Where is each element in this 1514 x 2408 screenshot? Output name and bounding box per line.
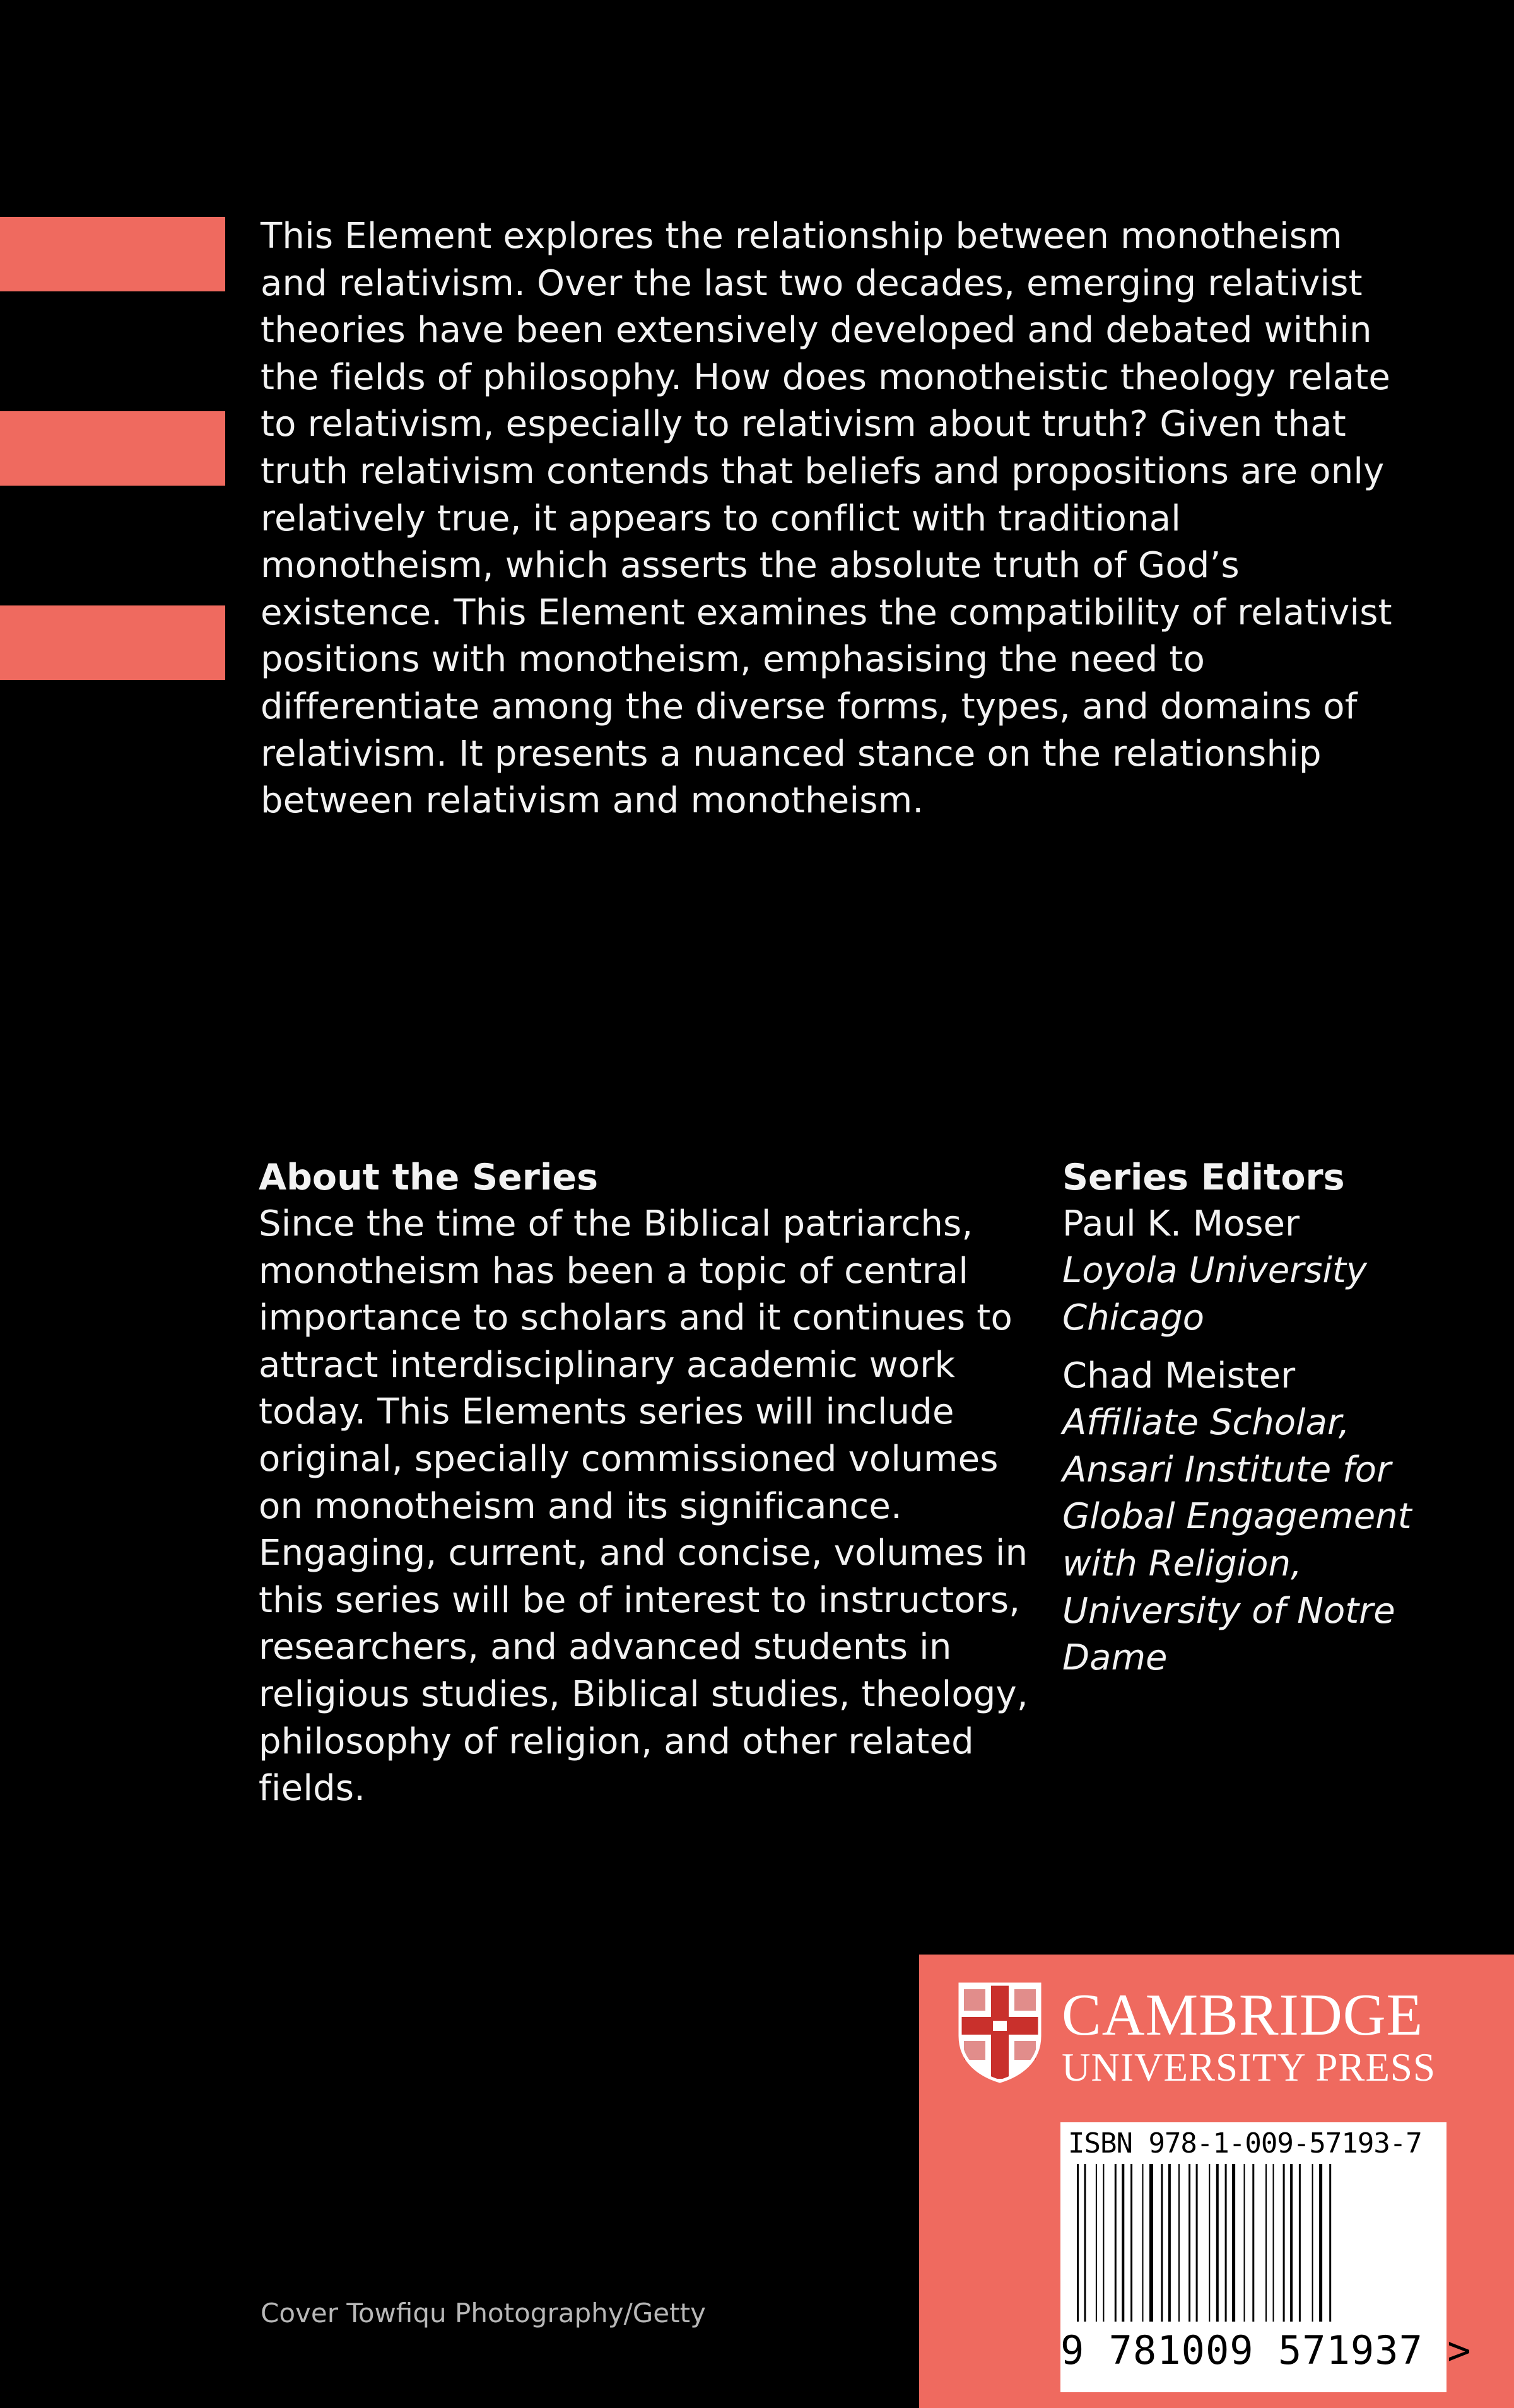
editor-affiliation: Affiliate Scholar, Ansari Institute for Global Engagement with Religion, University of Notre Dame — [1062, 1402, 1412, 1679]
barcode-bar — [1142, 2164, 1144, 2322]
barcode-bar — [1188, 2164, 1190, 2322]
barcode-bar — [1096, 2164, 1097, 2322]
cambridge-crest-icon — [958, 1982, 1042, 2083]
about-series-text: Since the time of the Biblical patriarchs, monotheism has been a topic of central importance to scholars and it continues to attract interdisciplinary academic work today. This Elements series will include original, specially commissioned volumes on monotheism and its significance. Engaging, current, and concise, volumes in this series will be of interest to instructors, researchers, and advanced students in religious studies, Biblical studies, theology, philosophy of religion, and other related fields. — [259, 1203, 1028, 1809]
barcode — [1060, 2122, 1472, 2392]
barcode-bar — [1196, 2164, 1198, 2322]
barcode-bar — [1168, 2164, 1171, 2322]
series-editors-heading: Series Editors — [1062, 1157, 1345, 1198]
barcode-bar — [1329, 2164, 1331, 2322]
barcode-bar — [1265, 2164, 1267, 2322]
barcode-bar — [1149, 2164, 1153, 2322]
barcode-bar — [1319, 2164, 1322, 2322]
barcode-bar — [1130, 2164, 1132, 2322]
accent-bar-top — [0, 217, 225, 291]
barcode-bars — [1074, 2164, 1433, 2322]
barcode-bar — [1283, 2164, 1285, 2322]
about-series-heading: About the Series — [259, 1157, 599, 1198]
barcode-bar — [1244, 2164, 1245, 2322]
barcode-bar — [1273, 2164, 1274, 2322]
barcode-bar — [1103, 2164, 1104, 2322]
barcode-bar — [1216, 2164, 1219, 2322]
about-series-section — [259, 1154, 1053, 1813]
barcode-bar — [1232, 2164, 1235, 2322]
barcode-bar — [1115, 2164, 1117, 2322]
barcode-digits: 9 781009 571937 > — [1060, 2327, 1472, 2373]
series-editors-section — [1062, 1154, 1441, 1693]
editor-name: Paul K. Moser — [1062, 1203, 1300, 1244]
barcode-bar — [1290, 2164, 1293, 2322]
barcode-bar — [1312, 2164, 1313, 2322]
editor-entry — [1062, 1353, 1441, 1682]
barcode-bar — [1299, 2164, 1301, 2322]
isbn-label: ISBN 978-1-009-57193-7 — [1068, 2127, 1422, 2160]
barcode-bar — [1209, 2164, 1210, 2322]
publisher-name-line1: CAMBRIDGE — [1062, 1982, 1424, 2048]
barcode-bar — [1077, 2164, 1079, 2322]
barcode-bar — [1252, 2164, 1254, 2322]
editor-name: Chad Meister — [1062, 1355, 1296, 1397]
accent-bar-bottom — [0, 605, 225, 680]
editor-affiliation: Loyola University Chicago — [1062, 1250, 1368, 1338]
barcode-bar — [1161, 2164, 1163, 2322]
publisher-block — [919, 1955, 1514, 2408]
publisher-name-line2: UNIVERSITY PRESS — [1062, 2045, 1436, 2089]
cover-credit: Cover Towfiqu Photography/Getty — [261, 2298, 706, 2329]
publisher-name — [1062, 1982, 1436, 2089]
barcode-bar — [1084, 2164, 1086, 2322]
barcode-bar — [1178, 2164, 1180, 2322]
barcode-bar — [1122, 2164, 1124, 2322]
back-cover-blurb: This Element explores the relationship between monotheism and relativism. Over the last two decades, emerging relativist theories have been extensively developed and debated within the fields of philosophy. How does monotheistic theology relate to relativism, especially to relativism about truth? Given that truth relativism contends that beliefs and propositions are only relatively true, it appears to conflict with traditional monotheism, which asserts the absolute truth of God’s existence. This Element examines the compatibility of relativist positions with monotheism, emphasising the need to differentiate among the diverse forms, types, and domains of relativism. It presents a nuanced stance on the relationship between relativism and monotheism. — [261, 216, 1392, 822]
editor-entry — [1062, 1201, 1441, 1341]
accent-bar-middle — [0, 411, 225, 486]
barcode-bar — [1225, 2164, 1227, 2322]
